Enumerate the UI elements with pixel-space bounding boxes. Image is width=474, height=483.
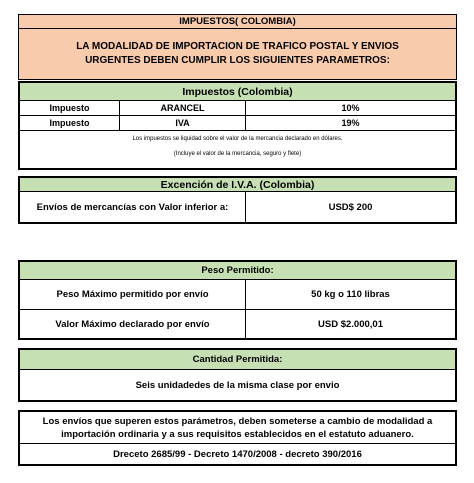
valor-label: Valor Máximo declarado por envío [20, 310, 246, 339]
impuestos-table [18, 81, 457, 170]
peso-value: 50 kg o 110 libras [311, 289, 390, 300]
cantidad-value: Seis unidadedes de la misma clase por envio [135, 379, 340, 391]
peso-header: Peso Permitido: [20, 262, 455, 280]
impuestos-note: Los impuestos se liquidad sobre el valor de la mercancia declarado en dólares. [132, 135, 343, 142]
peso-table [18, 260, 457, 340]
table-row [20, 310, 455, 339]
impuesto-name: IVA [120, 116, 246, 130]
impuesto-name: ARANCEL [120, 101, 246, 115]
table-row [20, 192, 455, 222]
cantidad-header: Cantidad Permitida: [20, 350, 455, 370]
excencion-label: Envíos de mercancías con Valor inferior a: [20, 192, 246, 222]
impuestos-note-detail: (Incluye el valor de la mercancia, seguro y flete) [173, 150, 302, 157]
excencion-value: USD$ 200 [328, 201, 373, 213]
impuesto-rate: 10% [341, 103, 360, 113]
impuesto-rate: 19% [341, 118, 360, 128]
table-row [20, 116, 455, 131]
footer-text: Los envíos que superen estos parámetros, deben someterse a cambio de modalidad a importación ordinaria y a sus requisitos establecidos en el estatuto aduanero. [20, 412, 455, 444]
excencion-table [18, 176, 457, 224]
footer-box [18, 410, 457, 466]
decree-reference: Dreceto 2685/99 - Decreto 1470/2008 - decreto 390/2016 [113, 448, 362, 460]
impuesto-label: Impuesto [20, 101, 120, 115]
valor-value: USD $2.000,01 [318, 319, 383, 330]
import-banner [18, 14, 457, 80]
impuesto-label: Impuesto [20, 116, 120, 130]
cantidad-table [18, 348, 457, 402]
impuestos-header: Impuestos (Colombia) [20, 83, 455, 101]
banner-title: IMPUESTOS( COLOMBIA) [19, 15, 456, 29]
table-row [20, 280, 455, 310]
banner-text: LA MODALIDAD DE IMPORTACION DE TRAFICO POSTAL Y ENVIOS URGENTES DEBEN CUMPLIR LOS SIGUIENTES PARAMETROS: [76, 41, 399, 66]
table-row [20, 101, 455, 116]
peso-label: Peso Máximo permitido por envío [20, 280, 246, 309]
excencion-header: Excención de I.V.A. (Colombia) [20, 178, 455, 192]
